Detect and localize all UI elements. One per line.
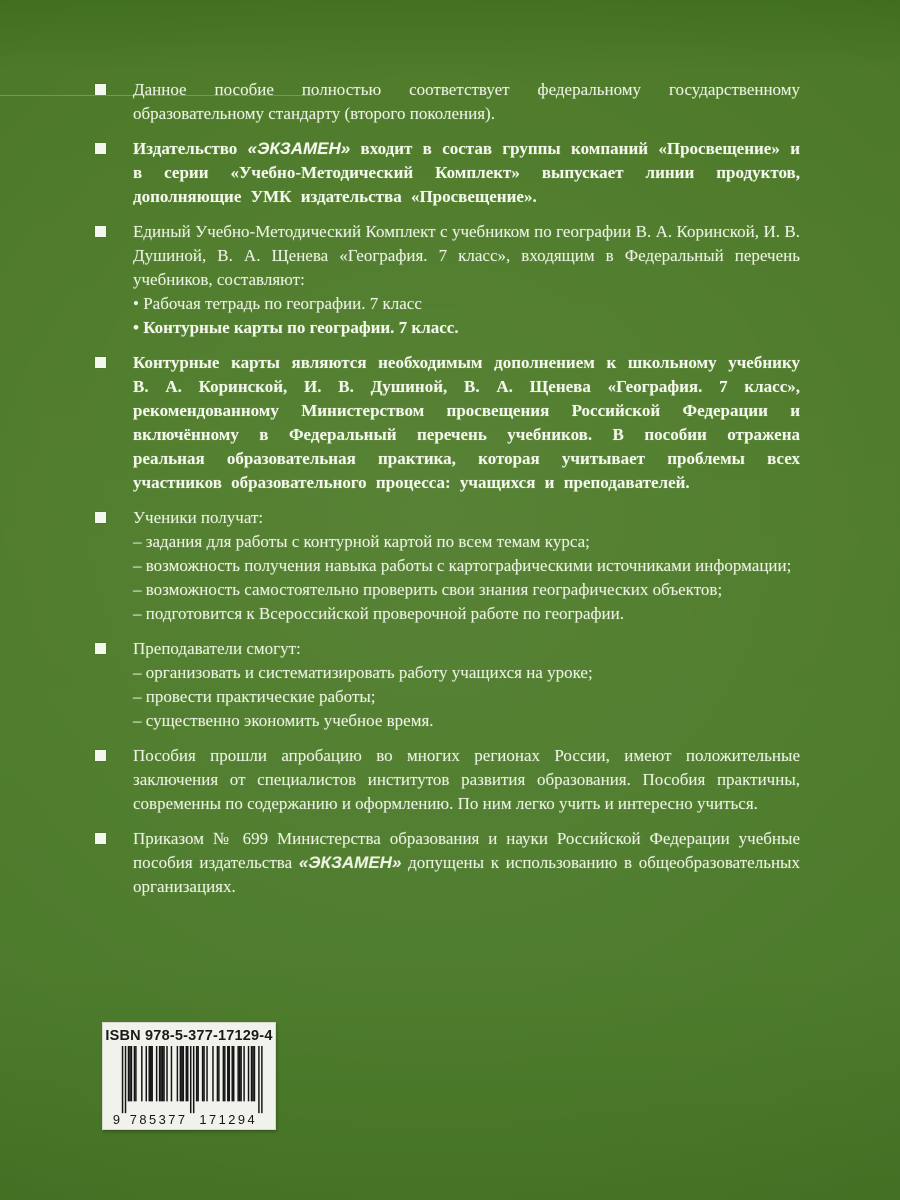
bullet-item (95, 827, 800, 899)
sub-list-item (133, 709, 800, 733)
sub-list-item (133, 316, 800, 340)
bullet-item (95, 637, 800, 733)
dash-marker-icon: – (133, 580, 146, 599)
barcode-digits: 785377 (129, 1112, 186, 1128)
barcode-digits: 9 (112, 1112, 121, 1128)
publisher-brand-name: «ЭКЗАМЕН» (298, 853, 402, 872)
sub-list-item-text: возможность получения навыка работы с картографическими источниками информации; (145, 556, 792, 575)
bullet-text: Пособия прошли апробацию во многих регионах России, имеют положительные заключения от специалистов институтов развития образования. Пособия практичны, современны по содержанию и оформлению. По ним легко учить и интересно учиться. (133, 746, 800, 813)
sub-list-item (133, 661, 800, 685)
bullet-square-icon (95, 84, 106, 95)
bullet-square-icon (95, 750, 106, 761)
bullet-list (95, 78, 800, 910)
bullet-text: Преподаватели смогут: (133, 639, 301, 658)
sub-list-item-text: организовать и систематизировать работу учащихся на уроке; (145, 663, 593, 682)
bullet-body (133, 220, 800, 340)
bullet-body (133, 351, 800, 495)
sub-list-item (133, 530, 800, 554)
sub-list-item-text: подготовится к Всероссийской проверочной работе по географии. (145, 604, 624, 623)
bullet-body (133, 137, 800, 209)
bullet-body (133, 827, 800, 899)
bullet-item (95, 137, 800, 209)
dash-marker-icon: – (133, 711, 146, 730)
publisher-brand-name: «ЭКЗАМЕН» (247, 139, 351, 158)
sub-list-item-text: Контурные карты по географии. 7 класс. (143, 318, 459, 337)
bullet-body (133, 506, 800, 626)
bullet-square-icon (95, 512, 106, 523)
sub-list-item (133, 602, 800, 626)
bullet-text: Единый Учебно-Методический Комплект с учебником по географии В. А. Коринской, И. В. Душиной, В. А. Щенева «География. 7 класс», входящим в Федеральный перечень учебников, составляют: (133, 222, 800, 289)
sub-list-item-text: провести практические работы; (145, 687, 376, 706)
sub-list-item (133, 292, 800, 316)
sub-list-item (133, 578, 800, 602)
dash-marker-icon: – (133, 532, 146, 551)
bullet-square-icon (95, 833, 106, 844)
isbn-number: ISBN 978-5-377-17129-4 (105, 1028, 273, 1044)
bullet-item (95, 78, 800, 126)
bullet-item (95, 506, 800, 626)
bullet-text: Ученики получат: (133, 508, 264, 527)
bullet-item (95, 744, 800, 816)
dash-marker-icon: – (133, 556, 146, 575)
barcode-digits: 171294 (199, 1112, 255, 1128)
barcode (111, 1046, 267, 1129)
sub-list-item-text: существенно экономить учебное время. (145, 711, 434, 730)
bullet-text: Данное пособие полностью соответствует федеральному государственному образовательному стандарту (второго поколения). (133, 80, 800, 123)
dot-marker-icon: • (133, 318, 144, 337)
dash-marker-icon: – (133, 687, 146, 706)
isbn-label (102, 1022, 276, 1130)
bullet-item (95, 351, 800, 495)
bullet-text: Контурные карты являются необходимым дополнением к школьному учебнику В. А. Коринской, И. В. Душиной, В. А. Щенева «География. 7 класс», рекомендованному Министерством просвещения Российской Федерации и включённому в Федеральный перечень учебников. В пособии отражена реальная образовательная практика, которая учитывает проблемы всех участников образовательного процесса: учащихся и преподавателей. (133, 353, 800, 492)
bullet-body (133, 637, 800, 733)
bullet-item (95, 220, 800, 340)
dot-marker-icon: • (133, 294, 144, 313)
dash-marker-icon: – (133, 663, 146, 682)
bullet-text: Издательство «ЭКЗАМЕН» входит в состав группы компаний «Просвещение» и в серии «Учебно-Методический Комплект» выпускает линии продуктов, дополняющие УМК издательства «Просвещение». (133, 139, 800, 206)
dash-marker-icon: – (133, 604, 146, 623)
bullet-square-icon (95, 357, 106, 368)
sub-list-item-text: Рабочая тетрадь по географии. 7 класс (143, 294, 422, 313)
sub-list-item (133, 554, 800, 578)
bullet-square-icon (95, 143, 106, 154)
sub-list-item-text: возможность самостоятельно проверить свои знания географических объектов; (145, 580, 723, 599)
bullet-square-icon (95, 226, 106, 237)
bullet-body (133, 78, 800, 126)
bullet-square-icon (95, 643, 106, 654)
sub-list-item (133, 685, 800, 709)
sub-list-item-text: задания для работы с контурной картой по всем темам курса; (145, 532, 590, 551)
bullet-body (133, 744, 800, 816)
bullet-text: Приказом № 699 Министерства образования и науки Российской Федерации учебные пособия издательства «ЭКЗАМЕН» допущены к использованию в общеобразовательных организациях. (133, 829, 800, 896)
